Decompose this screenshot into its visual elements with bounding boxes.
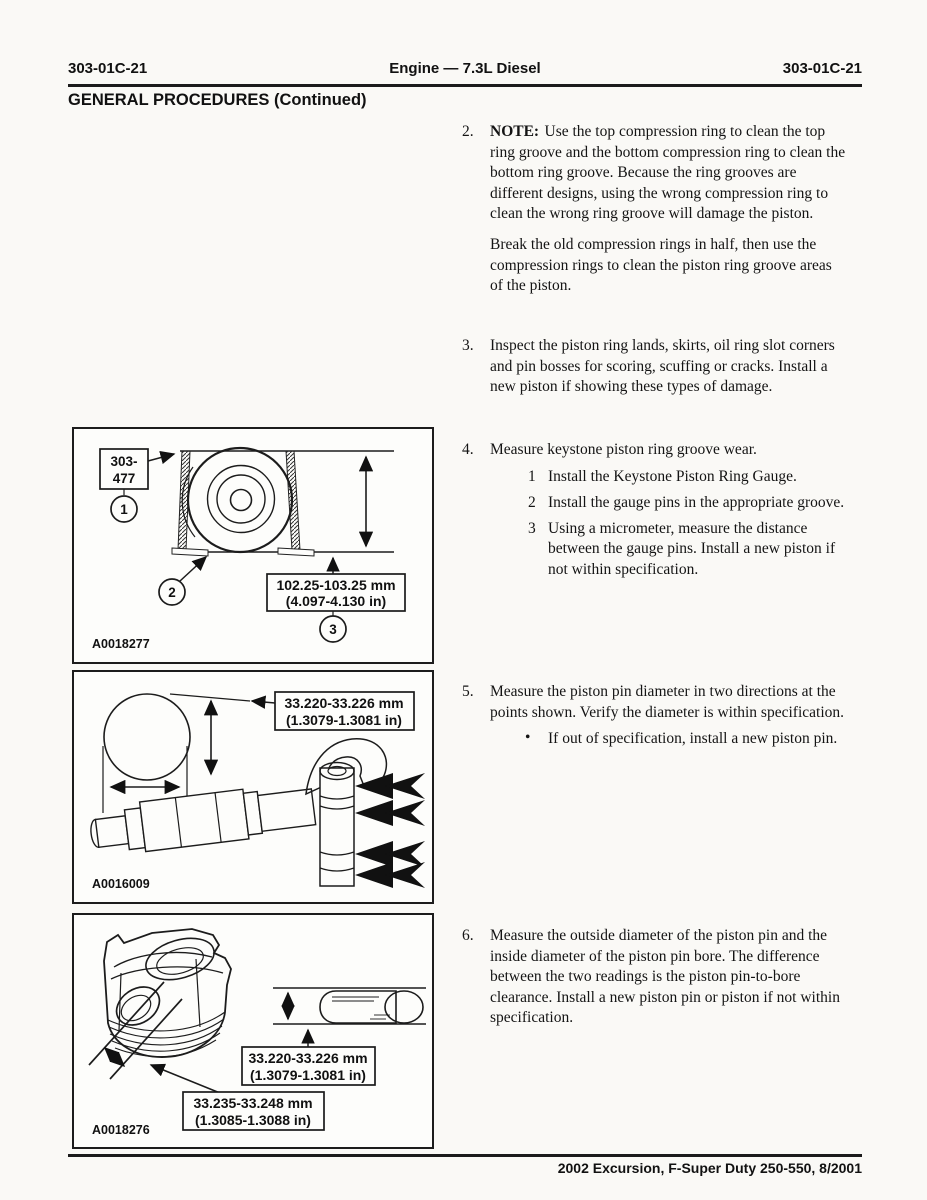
step-3 (462, 336, 844, 398)
subitem-number: 3 (528, 519, 536, 537)
keystone-gauge-drawing (74, 429, 428, 658)
subitem-text: Install the Keystone Piston Ring Gauge. (548, 467, 797, 485)
step-4 (462, 440, 844, 581)
footer-text: 2002 Excursion, F-Super Duty 250-550, 8/2001 (557, 1160, 862, 1176)
pin-dimension-mm: 33.220-33.226 mm (248, 1050, 368, 1066)
arrow-left-icon (355, 800, 425, 826)
section-title: GENERAL PROCEDURES (Continued) (68, 91, 367, 109)
step-4-subitem-3 (490, 519, 848, 581)
subitem-number: 1 (528, 467, 536, 485)
dimension-in: (4.097-4.130 in) (285, 593, 387, 609)
callout-2-number: 2 (168, 585, 176, 600)
footer-rule (68, 1154, 862, 1157)
step-5-number: 5. (462, 683, 474, 700)
dimension-mm: 33.220-33.226 mm (284, 695, 404, 711)
pin-micrometer-drawing (74, 672, 428, 898)
callout-1-number: 1 (120, 502, 128, 517)
measure-point-arrows (355, 773, 425, 888)
step-4-text: Measure keystone piston ring groove wear. (490, 441, 757, 458)
step-4-subitem-1 (490, 467, 848, 488)
bore-dimension-in: (1.3085-1.3088 in) (195, 1112, 311, 1128)
tool-number-line1: 303- (110, 454, 138, 469)
pin-dimension-in: (1.3079-1.3081 in) (250, 1067, 366, 1083)
step-2-body (490, 122, 848, 297)
header-left-code: 303-01C-21 (68, 60, 148, 77)
step-4-number: 4. (462, 441, 474, 458)
figure-id-label: A0018276 (92, 1123, 150, 1137)
step-6-text: Measure the outside diameter of the piston pin and the inside diameter of the piston pin bore. The difference between the two readings is the piston pin-to-bore clearance. Install a new piston pin or piston if not within specification. (490, 927, 840, 1027)
step-2 (462, 122, 844, 297)
subitem-text: Install the gauge pins in the appropriate groove. (548, 493, 845, 511)
piston-pin (320, 768, 354, 886)
subitem-text: Using a micrometer, measure the distance between the gauge pins. Install a new piston if not within specification. (548, 519, 836, 578)
step-2-number: 2. (462, 123, 474, 140)
pin-end-view (104, 694, 190, 780)
step-2-note (490, 122, 848, 225)
dimension-in: (1.3079-1.3081 in) (286, 712, 402, 728)
figure-keystone-gauge (72, 427, 434, 664)
arrow-left-icon (355, 862, 425, 888)
tool-number-line2: 477 (112, 471, 136, 486)
step-5-body (490, 682, 848, 750)
callout-3-number: 3 (329, 622, 337, 637)
note-label: NOTE: (490, 123, 540, 140)
bullet-marker: • (525, 729, 531, 747)
dimension-mm: 102.25-103.25 mm (276, 577, 396, 593)
step-4-sublist (490, 467, 848, 581)
figure-id-label: A0018277 (92, 637, 150, 651)
step-2-note-text: Use the top compression ring to clean the top ring groove and the bottom compression ring to clean the bottom ring groove. Because the ring grooves are different designs, using the wrong compression ring to clean the wrong ring groove will damage the piston. (490, 123, 846, 223)
step-2-paragraph-2: Break the old compression rings in half, then use the compression rings to clean the piston ring groove areas of the piston. (490, 235, 832, 295)
subitem-number: 2 (528, 493, 536, 511)
arrow-left-icon (355, 773, 425, 799)
step-5-bullet (490, 729, 848, 750)
header-right-code: 303-01C-21 (782, 60, 862, 77)
header-rule (68, 84, 862, 87)
figure-pin-micrometer (72, 670, 434, 904)
figure-piston-pin-bore (72, 913, 434, 1149)
piston-drawing (89, 929, 231, 1079)
header-title: Engine — 7.3L Diesel (389, 60, 541, 77)
micrometer-barrel (88, 781, 316, 858)
piston-pin-bore-drawing (74, 915, 428, 1143)
step-4-subitem-2 (490, 493, 848, 514)
bore-dimension-mm: 33.235-33.248 mm (193, 1095, 313, 1111)
step-6-number: 6. (462, 927, 474, 944)
step-5-text: Measure the piston pin diameter in two directions at the points shown. Verify the diameter is within specification. (490, 683, 844, 721)
figure-id-label: A0016009 (92, 877, 150, 891)
step-4-body (490, 440, 848, 581)
piston-ring-outline (188, 448, 292, 552)
step-5 (462, 682, 844, 750)
page-header (68, 60, 862, 77)
step-3-number: 3. (462, 337, 474, 354)
step-3-text: Inspect the piston ring lands, skirts, oil ring slot corners and pin bosses for scoring, scuffing or cracks. Install a new piston if showing these types of damage. (490, 337, 835, 396)
step-5-bullet-text: If out of specification, install a new piston pin. (548, 730, 838, 748)
step-6 (462, 926, 844, 1029)
